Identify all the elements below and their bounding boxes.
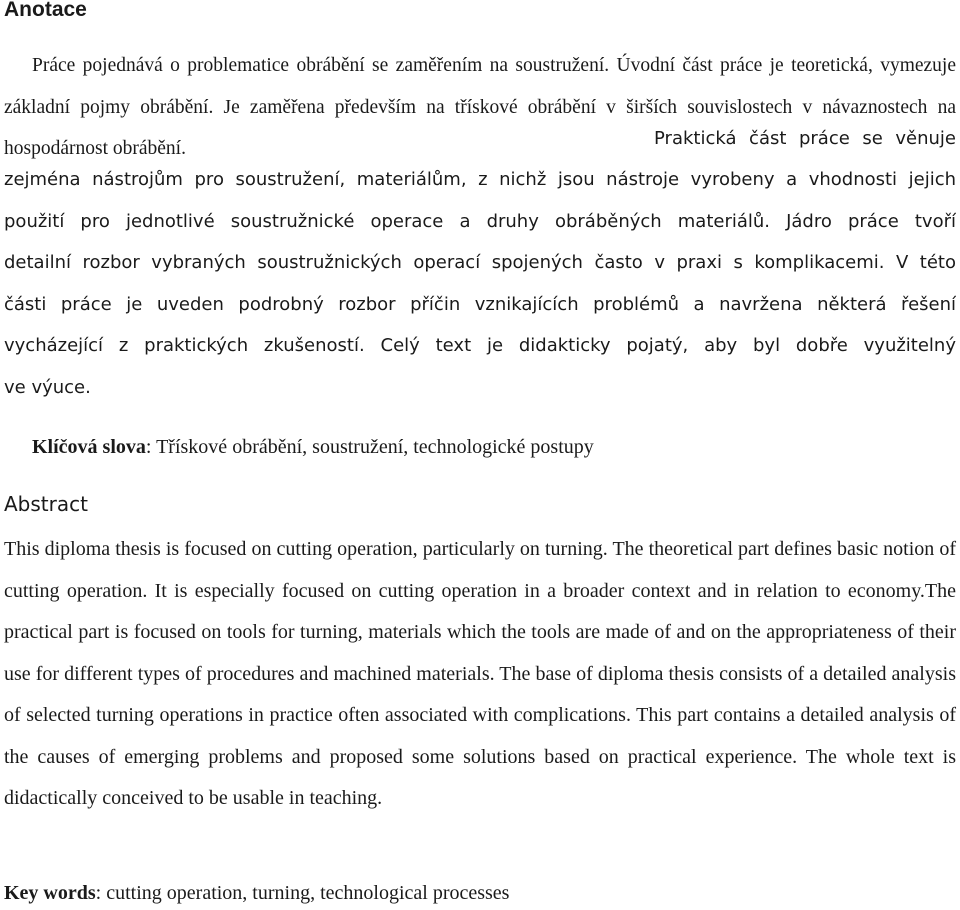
keywords-separator: : xyxy=(95,882,107,904)
abstract-keywords xyxy=(4,882,509,905)
keywords-label: Key words xyxy=(4,882,96,904)
anotace-paragraph-practical xyxy=(4,128,956,418)
anotace-line: Praktická část práce se věnuje xyxy=(654,128,956,149)
keywords-label: Klíčová slova xyxy=(32,436,146,458)
anotace-paragraph-intro: Práce pojednává o problematice obrábění se zaměřením na soustružení. Úvodní část práce je teoretická, vymezuje základní pojmy obrábění. Je zaměřena především na třískové obrábění v širších souvislostech v návaznostech na hospodárnost obrábění. xyxy=(4,55,956,159)
anotace-line: části práce je uveden podrobný rozbor příčin vznikajících problémů a navržena některá řešení xyxy=(4,294,956,315)
anotace-line: vycházející z praktických zkušeností. Celý text je didakticky pojatý, aby byl dobře využitelný xyxy=(4,335,956,356)
anotace-line: detailní rozbor vybraných soustružnických operací spojených často v praxi s komplikacemi. V této xyxy=(4,252,956,273)
keywords-value: Třískové obrábění, soustružení, technologické postupy xyxy=(156,436,594,458)
abstract-paragraph: This diploma thesis is focused on cutting operation, particularly on turning. The theoretical part defines basic notion of cutting operation. It is especially focused on cutting operation in a broader context and in relation to economy.The practical part is focused on tools for turning, materials which the tools are made of and on the appropriateness of their use for different types of procedures and machined materials. The base of diploma thesis consists of a detailed analysis of selected turning operations in practice often associated with complications. This part contains a detailed analysis of the causes of emerging problems and proposed some solutions based on practical experience. The whole text is didactically conceived to be usable in teaching. xyxy=(4,538,956,809)
anotace-line: použití pro jednotlivé soustružnické operace a druhy obráběných materiálů. Jádro práce tvoří xyxy=(4,211,956,232)
anotace-heading: Anotace xyxy=(4,0,87,21)
anotace-line: zejména nástrojům pro soustružení, materiálům, z nichž jsou nástroje vyrobeny a vhodnosti jejich xyxy=(4,169,956,190)
anotace-line: ve výuce. xyxy=(4,377,91,398)
keywords-value: cutting operation, turning, technological processes xyxy=(106,882,510,904)
anotace-keywords xyxy=(32,436,594,459)
abstract-heading: Abstract xyxy=(4,492,88,516)
keywords-separator: : xyxy=(145,436,157,458)
